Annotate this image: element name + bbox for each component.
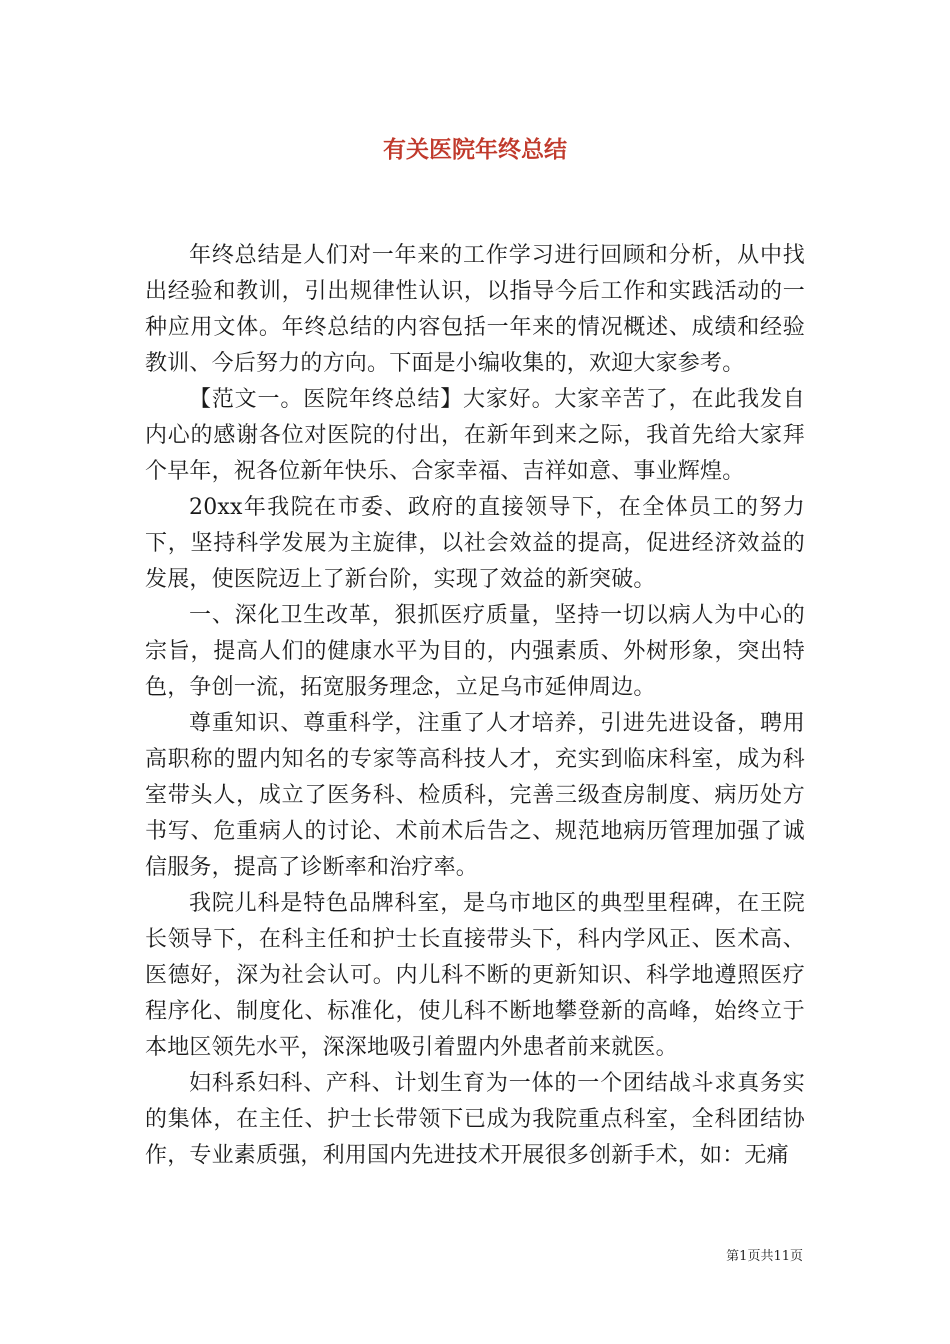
paragraph-reform: 一、深化卫生改革，狠抓医疗质量，坚持一切以病人为中心的宗旨，提高人们的健康水平为目的，内强素质、外树形象，突出特色，争创一流，拓宽服务理念，立足乌市延伸周边。 xyxy=(145,603,805,700)
paragraph-intro: 年终总结是人们对一年来的工作学习进行回顾和分析，从中找出经验和教训，引出规律性认识，以指导今后工作和实践活动的一种应用文体。年终总结的内容包括一年来的情况概述、成绩和经验教训、今后努力的方向。下面是小编收集的，欢迎大家参考。 xyxy=(145,243,805,376)
paragraph-sample-one: 【范文一。医院年终总结】大家好。大家辛苦了，在此我发自内心的感谢各位对医院的付出，在新年到来之际，我首先给大家拜个早年，祝各位新年快乐、合家幸福、吉祥如意、事业辉煌。 xyxy=(145,387,805,484)
paragraph-gynecology: 妇科系妇科、产科、计划生育为一体的一个团结战斗求真务实的集体，在主任、护士长带领下已成为我院重点科室，全科团结协作，专业素质强，利用国内先进技术开展很多创新手术，如：无痛 xyxy=(145,1071,805,1168)
page-number: 第1页共11页 xyxy=(726,1249,803,1264)
paragraph-annual-overview: 20xx年我院在市委、政府的直接领导下，在全体员工的努力下，坚持科学发展为主旋律，以社会效益的提高，促进经济效益的发展，使医院迈上了新台阶，实现了效益的新突破。 xyxy=(145,495,805,592)
document-body xyxy=(145,238,805,1174)
document-title: 有关医院年终总结 xyxy=(383,137,567,163)
paragraph-talent: 尊重知识、尊重科学，注重了人才培养，引进先进设备，聘用高职称的盟内知名的专家等高科技人才，充实到临床科室，成为科室带头人，成立了医务科、检质科，完善三级查房制度、病历处方书写、危重病人的讨论、术前术后告之、规范地病历管理加强了诚信服务，提高了诊断率和治疗率。 xyxy=(145,711,805,880)
paragraph-pediatrics: 我院儿科是特色品牌科室，是乌市地区的典型里程碑，在王院长领导下，在科主任和护士长直接带头下，科内学风正、医术高、医德好，深为社会认可。内儿科不断的更新知识、科学地遵照医疗程序化、制度化、标准化，使儿科不断地攀登新的高峰，始终立于本地区领先水平，深深地吸引着盟内外患者前来就医。 xyxy=(145,891,805,1060)
